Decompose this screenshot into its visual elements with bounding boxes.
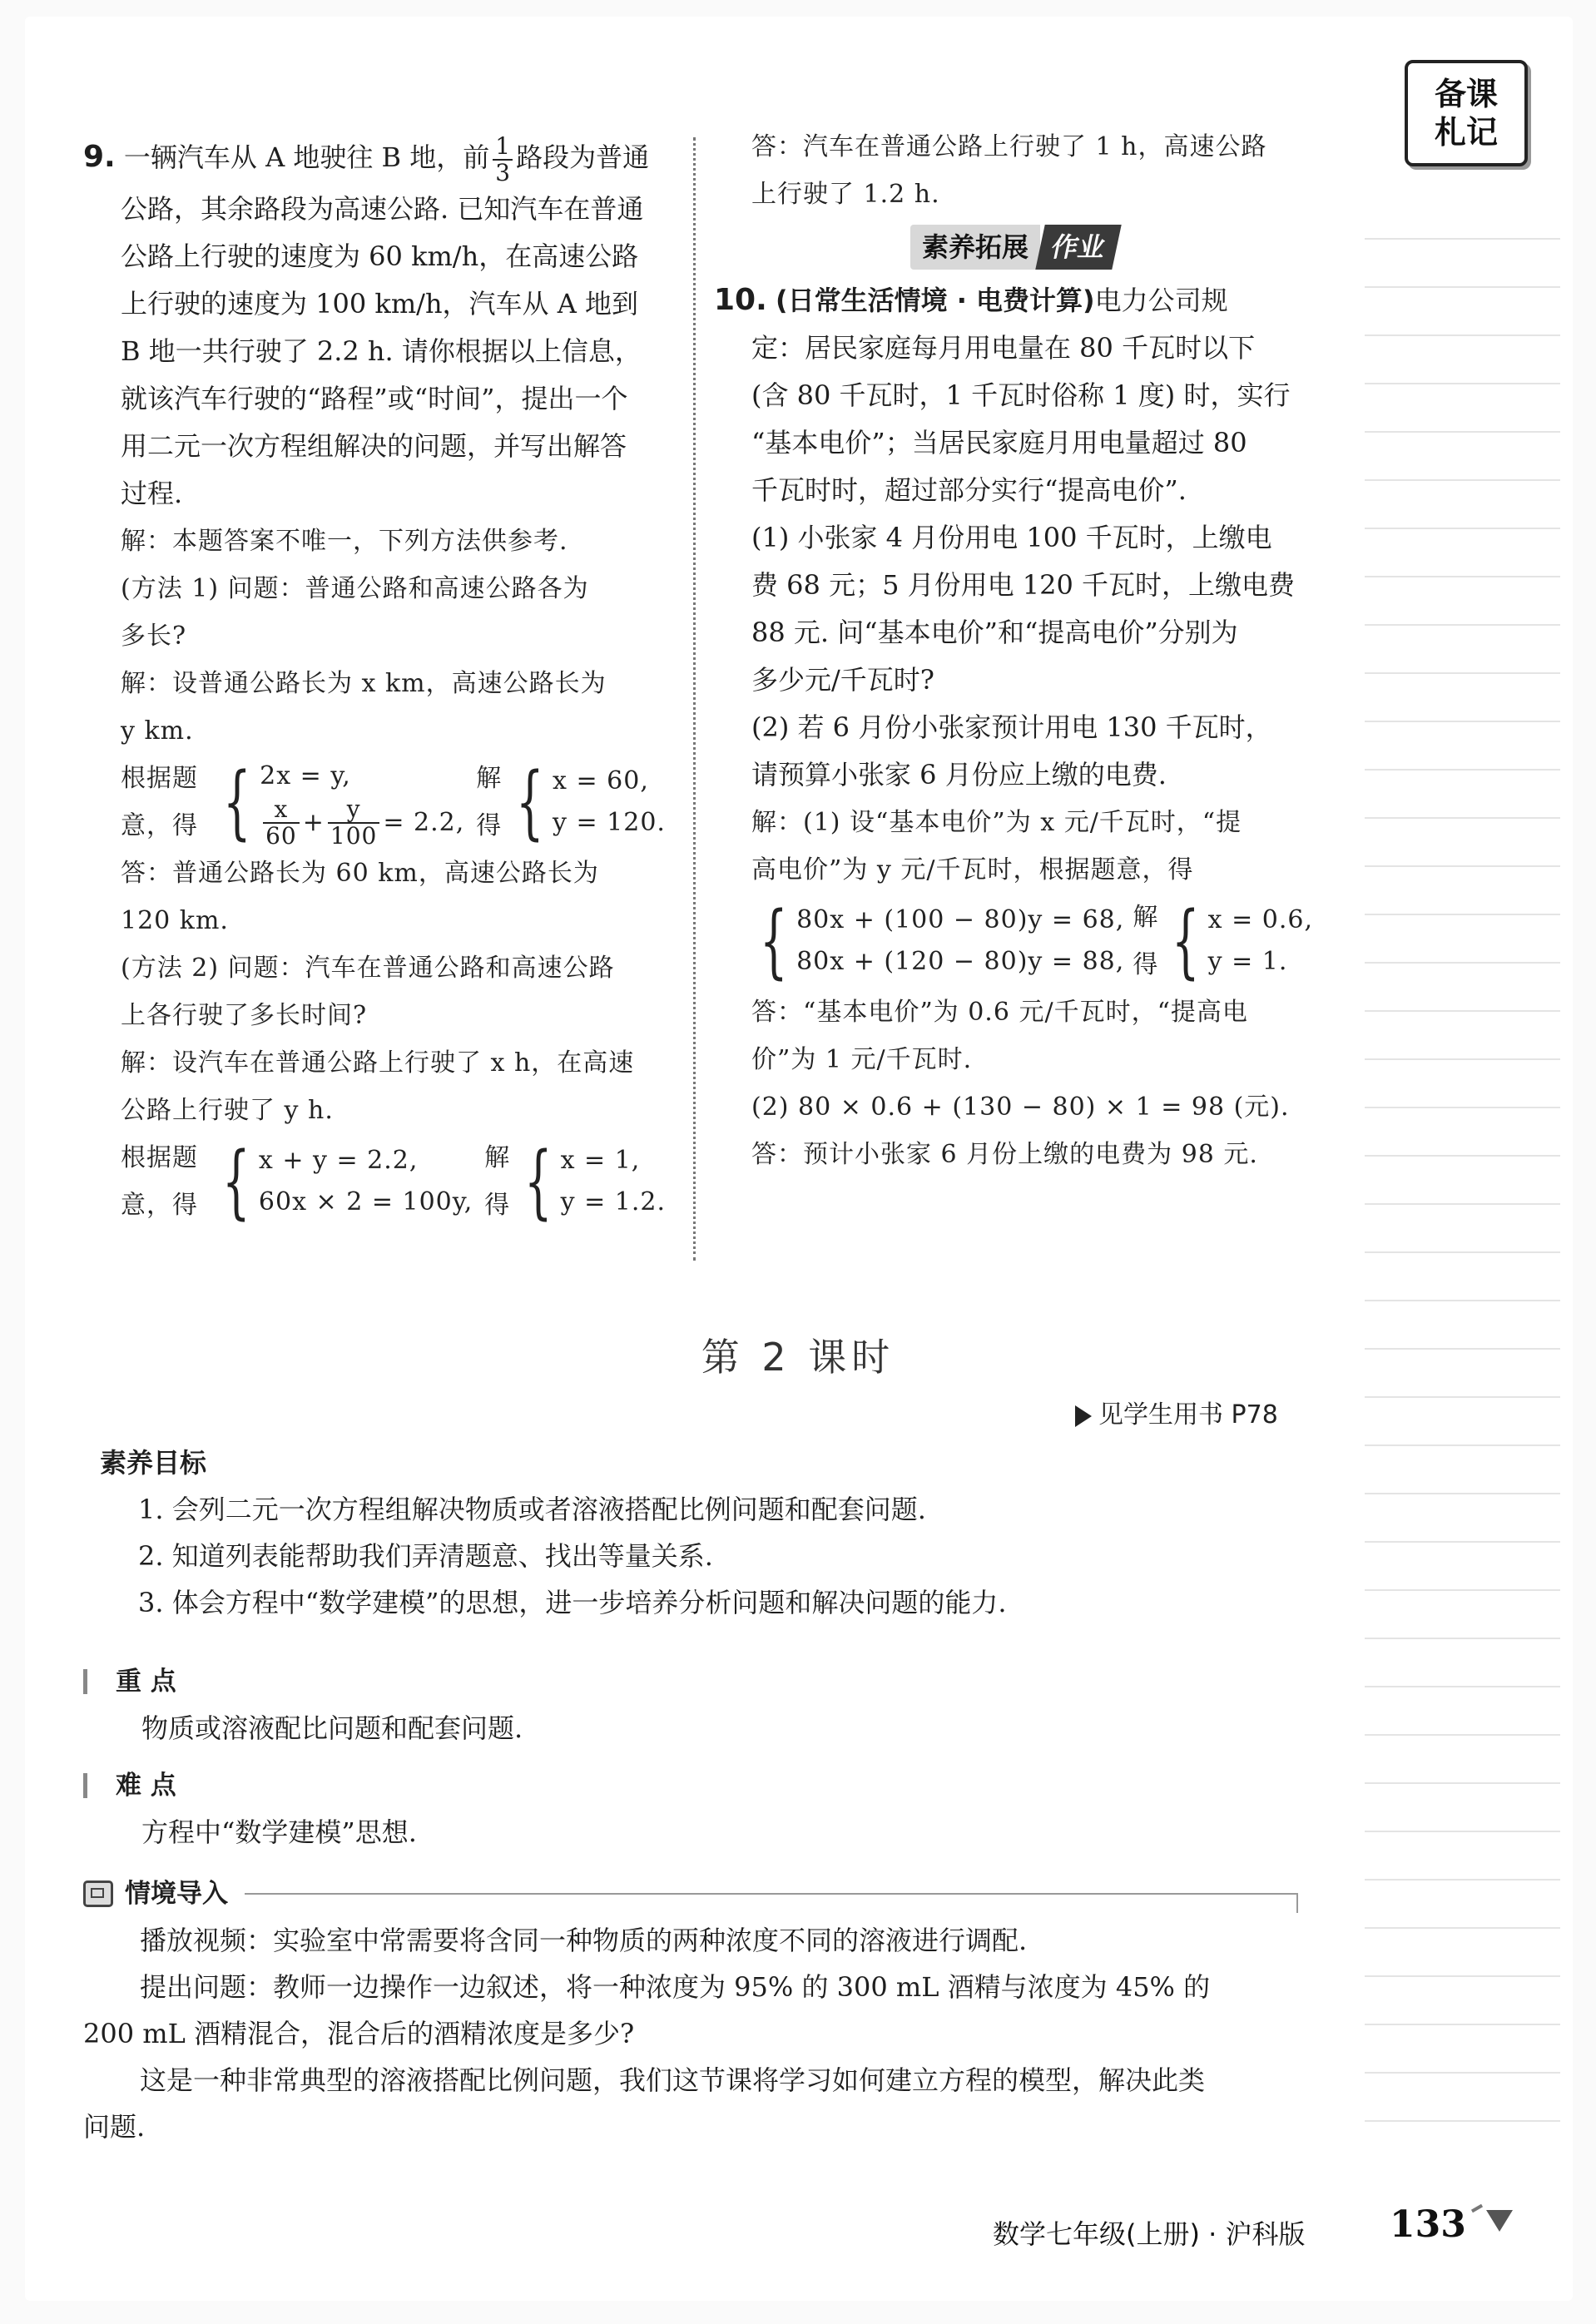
brace-icon: { xyxy=(222,755,252,849)
q10-solution-line: 高电价”为 y 元/千瓦时，根据题意，得 xyxy=(751,855,1194,885)
q10-answer-line: 答：预计小张家 6 月份上缴的电费为 98 元. xyxy=(751,1140,1258,1169)
page-corner-decoration-icon xyxy=(1471,2205,1521,2238)
goals-section xyxy=(83,1439,1315,1626)
q9-method1-system xyxy=(83,755,666,850)
q9-m2-eq2: 60x × 2 = 100y, xyxy=(258,1187,473,1217)
frac-numerator: x xyxy=(263,797,300,824)
q9-method2-answer-cont: 上行驶了 1.2 h. xyxy=(751,180,940,209)
q10-stem-line: 88 元. 问“基本电价”和“提高电价”分别为 xyxy=(751,617,1238,648)
q9-stem-part2: 路段为普通 xyxy=(516,141,650,173)
q10-stem-line: “基本电价”；当居民家庭月用电量超过 80 xyxy=(751,427,1247,458)
q9-m1-r2: y = 120. xyxy=(553,807,666,837)
goal-item: 3. 体会方程中“数学建模”的思想，进一步培养分析问题和解决问题的能力. xyxy=(138,1587,1007,1618)
q9-m1-eq1: 2x = y, xyxy=(260,761,351,790)
situation-line: 播放视频：实验室中常需要将含同一种物质的两种浓度不同的溶液进行调配. xyxy=(140,1925,1028,1956)
right-column xyxy=(714,123,1313,1178)
situation-line: 问题. xyxy=(83,2111,146,2143)
q9-method1-prefix: 根据题意，得 xyxy=(121,763,198,840)
q10-stem-line: 多少元/千瓦时? xyxy=(751,664,934,696)
column-divider xyxy=(693,137,696,1261)
q9-m1-r1: x = 60, xyxy=(553,766,649,795)
q9-stem-line: 公路上行驶的速度为 60 km/h，在高速公路 xyxy=(121,240,639,272)
q10-r2: y = 1. xyxy=(1207,947,1288,976)
q10-answer-line: (2) 80 × 0.6 + (130 − 80) × 1 = 98 (元). xyxy=(751,1093,1290,1122)
q10-stem-line: 请预算小张家 6 月份应上缴的电费. xyxy=(751,759,1167,790)
q9-method2-setup: 解：设汽车在普通公路上行驶了 x h，在高速 xyxy=(121,1048,635,1078)
q10-stem-line: 费 68 元；5 月份用电 120 千瓦时，上缴电费 xyxy=(751,569,1296,601)
difficulty-section xyxy=(83,1762,1315,1856)
situation-line: 这是一种非常典型的溶液搭配比例问题，我们这节课将学习如何建立方程的模型，解决此类 xyxy=(140,2064,1206,2096)
q10-solve-label: 解得 xyxy=(1133,903,1159,979)
frac-denominator: 100 xyxy=(330,821,378,850)
badge-line-1: 备课 xyxy=(1434,76,1498,112)
q9-method2-setup-cont: 公路上行驶了 y h. xyxy=(121,1095,334,1125)
play-triangle-icon xyxy=(1075,1405,1092,1427)
q9-method1-setup: 解：设普通公路长为 x km，高速公路长为 xyxy=(121,668,607,698)
q10-equations xyxy=(796,899,1124,983)
notes-badge xyxy=(1405,60,1528,166)
q10-stem-first-line xyxy=(714,276,1313,325)
key-heading-text: 重 点 xyxy=(116,1667,176,1697)
q9-m1-eq2-rest: = 2.2, xyxy=(383,807,465,837)
section-banner xyxy=(714,225,1313,270)
q9-method2-question: (方法 2) 问题：汽车在普通公路和高速公路 xyxy=(121,953,615,983)
q9-stem-line: 上行驶的速度为 100 km/h，汽车从 A 地到 xyxy=(121,287,639,320)
q9-method2-equations xyxy=(259,1140,473,1223)
q10-system xyxy=(714,894,1313,989)
goals-heading: 素养目标 xyxy=(100,1447,207,1479)
q9-method1-equations xyxy=(260,756,464,849)
q10-number: 10. xyxy=(714,283,767,317)
video-icon xyxy=(83,1881,113,1907)
heading-bar xyxy=(83,1773,87,1798)
q10-stem-line: 定：居民家庭每月用电量在 80 千瓦时以下 xyxy=(751,332,1256,364)
q9-fraction xyxy=(493,131,513,186)
badge-line-2: 札记 xyxy=(1434,114,1498,151)
q9-m1-eq2 xyxy=(260,797,464,849)
q9-stem-part1: 一辆汽车从 A 地驶往 B 地，前 xyxy=(123,141,490,173)
footer-book-title: 数学七年级(上册) · 沪科版 xyxy=(993,2218,1306,2250)
frac-numerator: y xyxy=(328,797,379,824)
brace-icon: { xyxy=(759,894,789,988)
q9-m1-frac-b xyxy=(328,797,379,849)
reference-text: 见学生用书 P78 xyxy=(1098,1400,1278,1430)
heading-rule xyxy=(245,1893,1298,1895)
q9-stem-first-line xyxy=(83,133,666,186)
brace-icon: { xyxy=(1171,894,1200,988)
key-text: 物质或溶液配比问题和配套问题. xyxy=(141,1712,523,1744)
q9-method1-answer: 答：普通公路长为 60 km，高速公路长为 xyxy=(121,858,599,888)
q9-number: 9. xyxy=(83,140,116,174)
situation-heading xyxy=(83,1871,1298,1917)
q9-solution-intro: 解：本题答案不唯一，下列方法供参考. xyxy=(121,526,568,556)
q9-m2-eq1: x + y = 2.2, xyxy=(258,1145,419,1175)
lesson-title: 第 2 课时 xyxy=(701,1335,895,1380)
q9-method1-setup-cont: y km. xyxy=(121,716,194,746)
q10-stem-line: (1) 小张家 4 月份用电 100 千瓦时，上缴电 xyxy=(751,522,1272,553)
notes-ruled-lines xyxy=(1365,191,1560,2188)
q9-method2-question-cont: 上各行驶了多长时间? xyxy=(121,1000,368,1030)
brace-icon: { xyxy=(523,1134,553,1228)
situation-line: 200 mL 酒精混合，混合后的酒精浓度是多少? xyxy=(83,2018,635,2049)
q9-m1-frac-a xyxy=(263,797,300,849)
q10-answer-line: 价”为 1 元/千瓦时. xyxy=(751,1045,973,1074)
q9-method1-answer-cont: 120 km. xyxy=(121,905,229,935)
banner-label: 素养拓展 xyxy=(910,225,1040,270)
difficulty-heading xyxy=(83,1762,1315,1809)
q10-solution-line: 解：(1) 设“基本电价”为 x 元/千瓦时，“提 xyxy=(751,808,1242,837)
q9-method1-question: (方法 1) 问题：普通公路和高速公路各为 xyxy=(121,573,589,603)
q9-stem-line: 用二元一次方程组解决的问题，并写出解答 xyxy=(121,429,627,462)
situation-line: 提出问题：教师一边操作一边叙述，将一种浓度为 95% 的 300 mL 酒精与浓度为 45% 的 xyxy=(140,1971,1211,2003)
brace-icon: { xyxy=(515,755,545,849)
goal-item: 2. 知道列表能帮助我们弄清题意、找出等量关系. xyxy=(138,1540,713,1572)
q9-method2-system xyxy=(83,1134,666,1229)
difficulty-text: 方程中“数学建模”思想. xyxy=(141,1816,417,1848)
q9-stem-line: 公路，其余路段为高速公路. 已知汽车在普通 xyxy=(121,192,644,225)
situation-section xyxy=(83,1871,1298,2150)
key-heading xyxy=(83,1658,1315,1705)
q10-stem-line: (2) 若 6 月份小张家预计用电 130 千瓦时， xyxy=(751,711,1272,743)
q9-method2-prefix: 根据题意，得 xyxy=(121,1142,198,1220)
question-9 xyxy=(83,133,666,1229)
q9-method2-answer: 答：汽车在普通公路上行驶了 1 h，高速公路 xyxy=(751,132,1267,161)
q9-method1-question-cont: 多长? xyxy=(121,621,187,651)
q10-stem-line: 电力公司规 xyxy=(1094,285,1228,316)
q10-r1: x = 0.6, xyxy=(1207,905,1313,934)
q9-method2-results xyxy=(561,1140,666,1223)
student-book-reference xyxy=(1075,1394,1278,1430)
q9-method2-solve-label: 解得 xyxy=(484,1142,511,1220)
q9-frac-num: 1 xyxy=(493,134,513,161)
heading-bar xyxy=(83,1669,87,1694)
q10-eq1: 80x + (100 − 80)y = 68, xyxy=(796,905,1125,934)
q9-m2-r1: x = 1, xyxy=(560,1145,641,1175)
q10-eq2: 80x + (120 − 80)y = 88, xyxy=(796,947,1125,976)
page-number: 133 xyxy=(1390,2203,1466,2246)
q10-stem-line: (含 80 千瓦时，1 千瓦时俗称 1 度) 时，实行 xyxy=(751,379,1291,411)
goal-item: 1. 会列二元一次方程组解决物质或者溶液搭配比例问题和配套问题. xyxy=(138,1494,926,1525)
q9-m2-r2: y = 1.2. xyxy=(560,1187,666,1217)
plus-sign: + xyxy=(302,807,325,837)
q10-answer-line: 答：“基本电价”为 0.6 元/千瓦时，“提高电 xyxy=(751,998,1248,1027)
brace-icon: { xyxy=(221,1134,250,1228)
situation-heading-text: 情境导入 xyxy=(125,1879,228,1909)
banner-tag: 作业 xyxy=(1035,225,1121,270)
q9-frac-den: 3 xyxy=(495,158,511,186)
q10-results xyxy=(1208,899,1313,983)
q9-stem-line: B 地一共行驶了 2.2 h. 请你根据以上信息， xyxy=(121,334,642,367)
frac-denominator: 60 xyxy=(265,821,297,850)
q9-method1-results xyxy=(553,761,666,844)
key-section xyxy=(83,1658,1315,1752)
q9-stem-line: 就该汽车行驶的“路程”或“时间”，提出一个 xyxy=(121,382,628,414)
q9-stem-line: 过程. xyxy=(121,477,183,509)
banner xyxy=(910,225,1117,270)
difficulty-heading-text: 难 点 xyxy=(116,1771,176,1801)
q10-tag: (日常生活情境 · 电费计算) xyxy=(775,285,1095,316)
q9-method1-solve-label: 解得 xyxy=(476,763,503,840)
q10-stem-line: 千瓦时时，超过部分实行“提高电价”. xyxy=(751,474,1187,506)
